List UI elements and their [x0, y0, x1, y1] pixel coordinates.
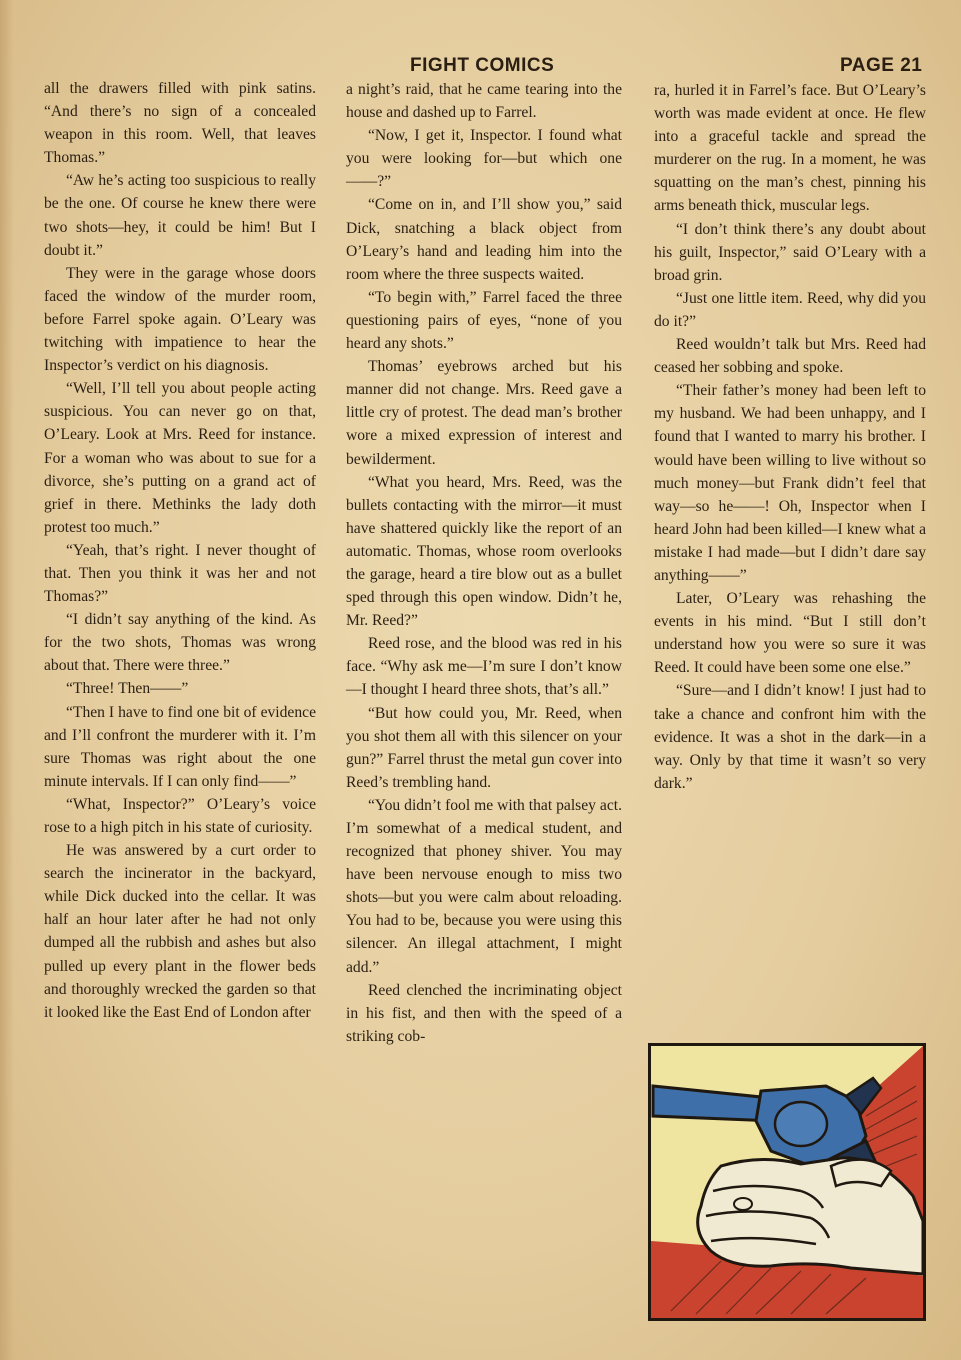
paragraph: They were in the garage whose doors faced the window of the murder room, before Farrel spoke again. O’Leary was twitching with impatience to hear the Inspector’s verdict on his diagnosis. [44, 264, 316, 375]
paragraph: “You didn’t fool me with that palsey act. I’m somewhat of a medical student, and recognized that phoney shiver. You may have been nervouse enough to miss two shots—but you were calm about reloading. You had to be, because you were using this silencer. An illegal attachment, I might add.” [346, 796, 622, 976]
paragraph: Reed clenched the incriminating object in his fist, and then with the speed of a striking cob- [346, 981, 622, 1045]
paragraph: all the drawers filled with pink satins. “And there’s no sign of a concealed weapon in this room. Well, that leaves Thomas.” [44, 80, 316, 167]
paragraph: a night’s raid, that he came tearing into the house and dashed up to Farrel. [346, 81, 622, 122]
paragraph: “But how could you, Mr. Reed, when you shot them all with this silencer on your gun?” Farrel thrust the metal gun cover into Reed’s trembling hand. [346, 704, 622, 791]
text-column-3 [654, 79, 926, 795]
paragraph: “To begin with,” Farrel faced the three questioning pairs of eyes, “none of you heard any shots.” [346, 288, 622, 353]
paragraph: “What you heard, Mrs. Reed, was the bullets contacting with the mirror—it must have shattered quickly like the report of an automatic. Thomas, whose room overlooks the garage, heard a tire blow out as a bullet sped through this open window. Didn’t he, Mr. Reed?” [346, 473, 622, 630]
paragraph: ra, hurled it in Farrel’s face. But O’Leary’s worth was made evident at once. He flew into a graceful tackle and spread the murderer on the rug. In a moment, he was squatting on the man’s chest, pinning his arms beneath thick, muscular legs. [654, 82, 926, 215]
paragraph: “I don’t think there’s any doubt about his guilt, Inspector,” said O’Leary with a broad grin. [654, 220, 926, 284]
gun-cylinder [775, 1102, 827, 1146]
paragraph: He was answered by a curt order to search the incinerator in the backyard, while Dick ducked into the cellar. It was half an hour later after he had not only dumped all the rubbish and ashes but also pulled up every plant in the flower beds and thoroughly wrecked the garden so that it looked like the East End of London after [44, 842, 316, 1021]
text-column-1 [44, 77, 316, 1024]
paragraph: “Yeah, that’s right. I never thought of that. Then you think it was her and not Thomas?” [44, 541, 316, 606]
paragraph: “What, Inspector?” O’Leary’s voice rose to a high pitch in his state of curiosity. [44, 795, 316, 836]
page-edge-shadow [0, 0, 14, 1360]
paragraph: “Now, I get it, Inspector. I found what you were looking for—but which one——?” [346, 127, 622, 191]
paragraph: “Well, I’ll tell you about people acting suspicious. You can never go on that, O’Leary. Look at Mrs. Reed for instance. For a woman who was about to sue for a divorce, she’s putting on a grand act of grief in there. Methinks the lady doth protest too much.” [44, 380, 316, 536]
revolver-illustration [651, 1046, 923, 1318]
paragraph: Reed rose, and the blood was red in his face. “Why ask me—I’m sure I don’t know—I thought I heard three shots, that’s all.” [346, 635, 622, 699]
paragraph: Later, O’Leary was rehashing the events in his mind. “But I still don’t understand how you were so sure it was Reed. It could have been some one else.” [654, 590, 926, 677]
fingernail [734, 1198, 752, 1210]
paragraph: “I didn’t say anything of the kind. As for the two shots, Thomas was wrong about that. There were three.” [44, 611, 316, 675]
paragraph: “Just one little item. Reed, why did you do it?” [654, 289, 926, 330]
paragraph: “Come on in, and I’ll show you,” said Dick, snatching a black object from O’Leary’s hand and leading him into the room where the three suspects waited. [346, 196, 622, 283]
paragraph: “Sure—and I didn’t know! I just had to take a chance and confront him with the evidence. It was a shot in the dark—in a way. Only by that time it wasn’t so very dark.” [654, 682, 926, 792]
text-column-2 [346, 78, 622, 1048]
paragraph: Reed wouldn’t talk but Mrs. Reed had ceased her sobbing and spoke. [654, 336, 926, 377]
paragraph: “Then I have to find one bit of evidence and I’ll confront the murderer with it. I’m sure Thomas was right about the one minute intervals. If I can only find——” [44, 703, 316, 790]
magazine-title: FIGHT COMICS [410, 55, 555, 76]
page-number: PAGE 21 [840, 55, 923, 76]
paragraph: “Three! Then——” [66, 680, 189, 698]
paragraph: “Aw he’s acting too suspicious to really be the one. Of course he knew there were two shots—hey, it could be him! But I doubt it.” [44, 172, 316, 259]
illustration-panel [648, 1043, 926, 1321]
paragraph: “Their father’s money had been left to my husband. We had been unhappy, and I found that I wanted to marry his brother. I would have been willing to live without so much money—but Frank didn’t feel that way—so he——! Oh, Inspector when I heard John had been killed—I knew what a mistake I had made—but I didn’t dare say anything——” [654, 382, 926, 584]
paragraph: Thomas’ eyebrows arched but his manner did not change. Mrs. Reed gave a little cry of protest. The dead man’s brother wore a mixed expression of interest and bewilderment. [346, 358, 622, 468]
